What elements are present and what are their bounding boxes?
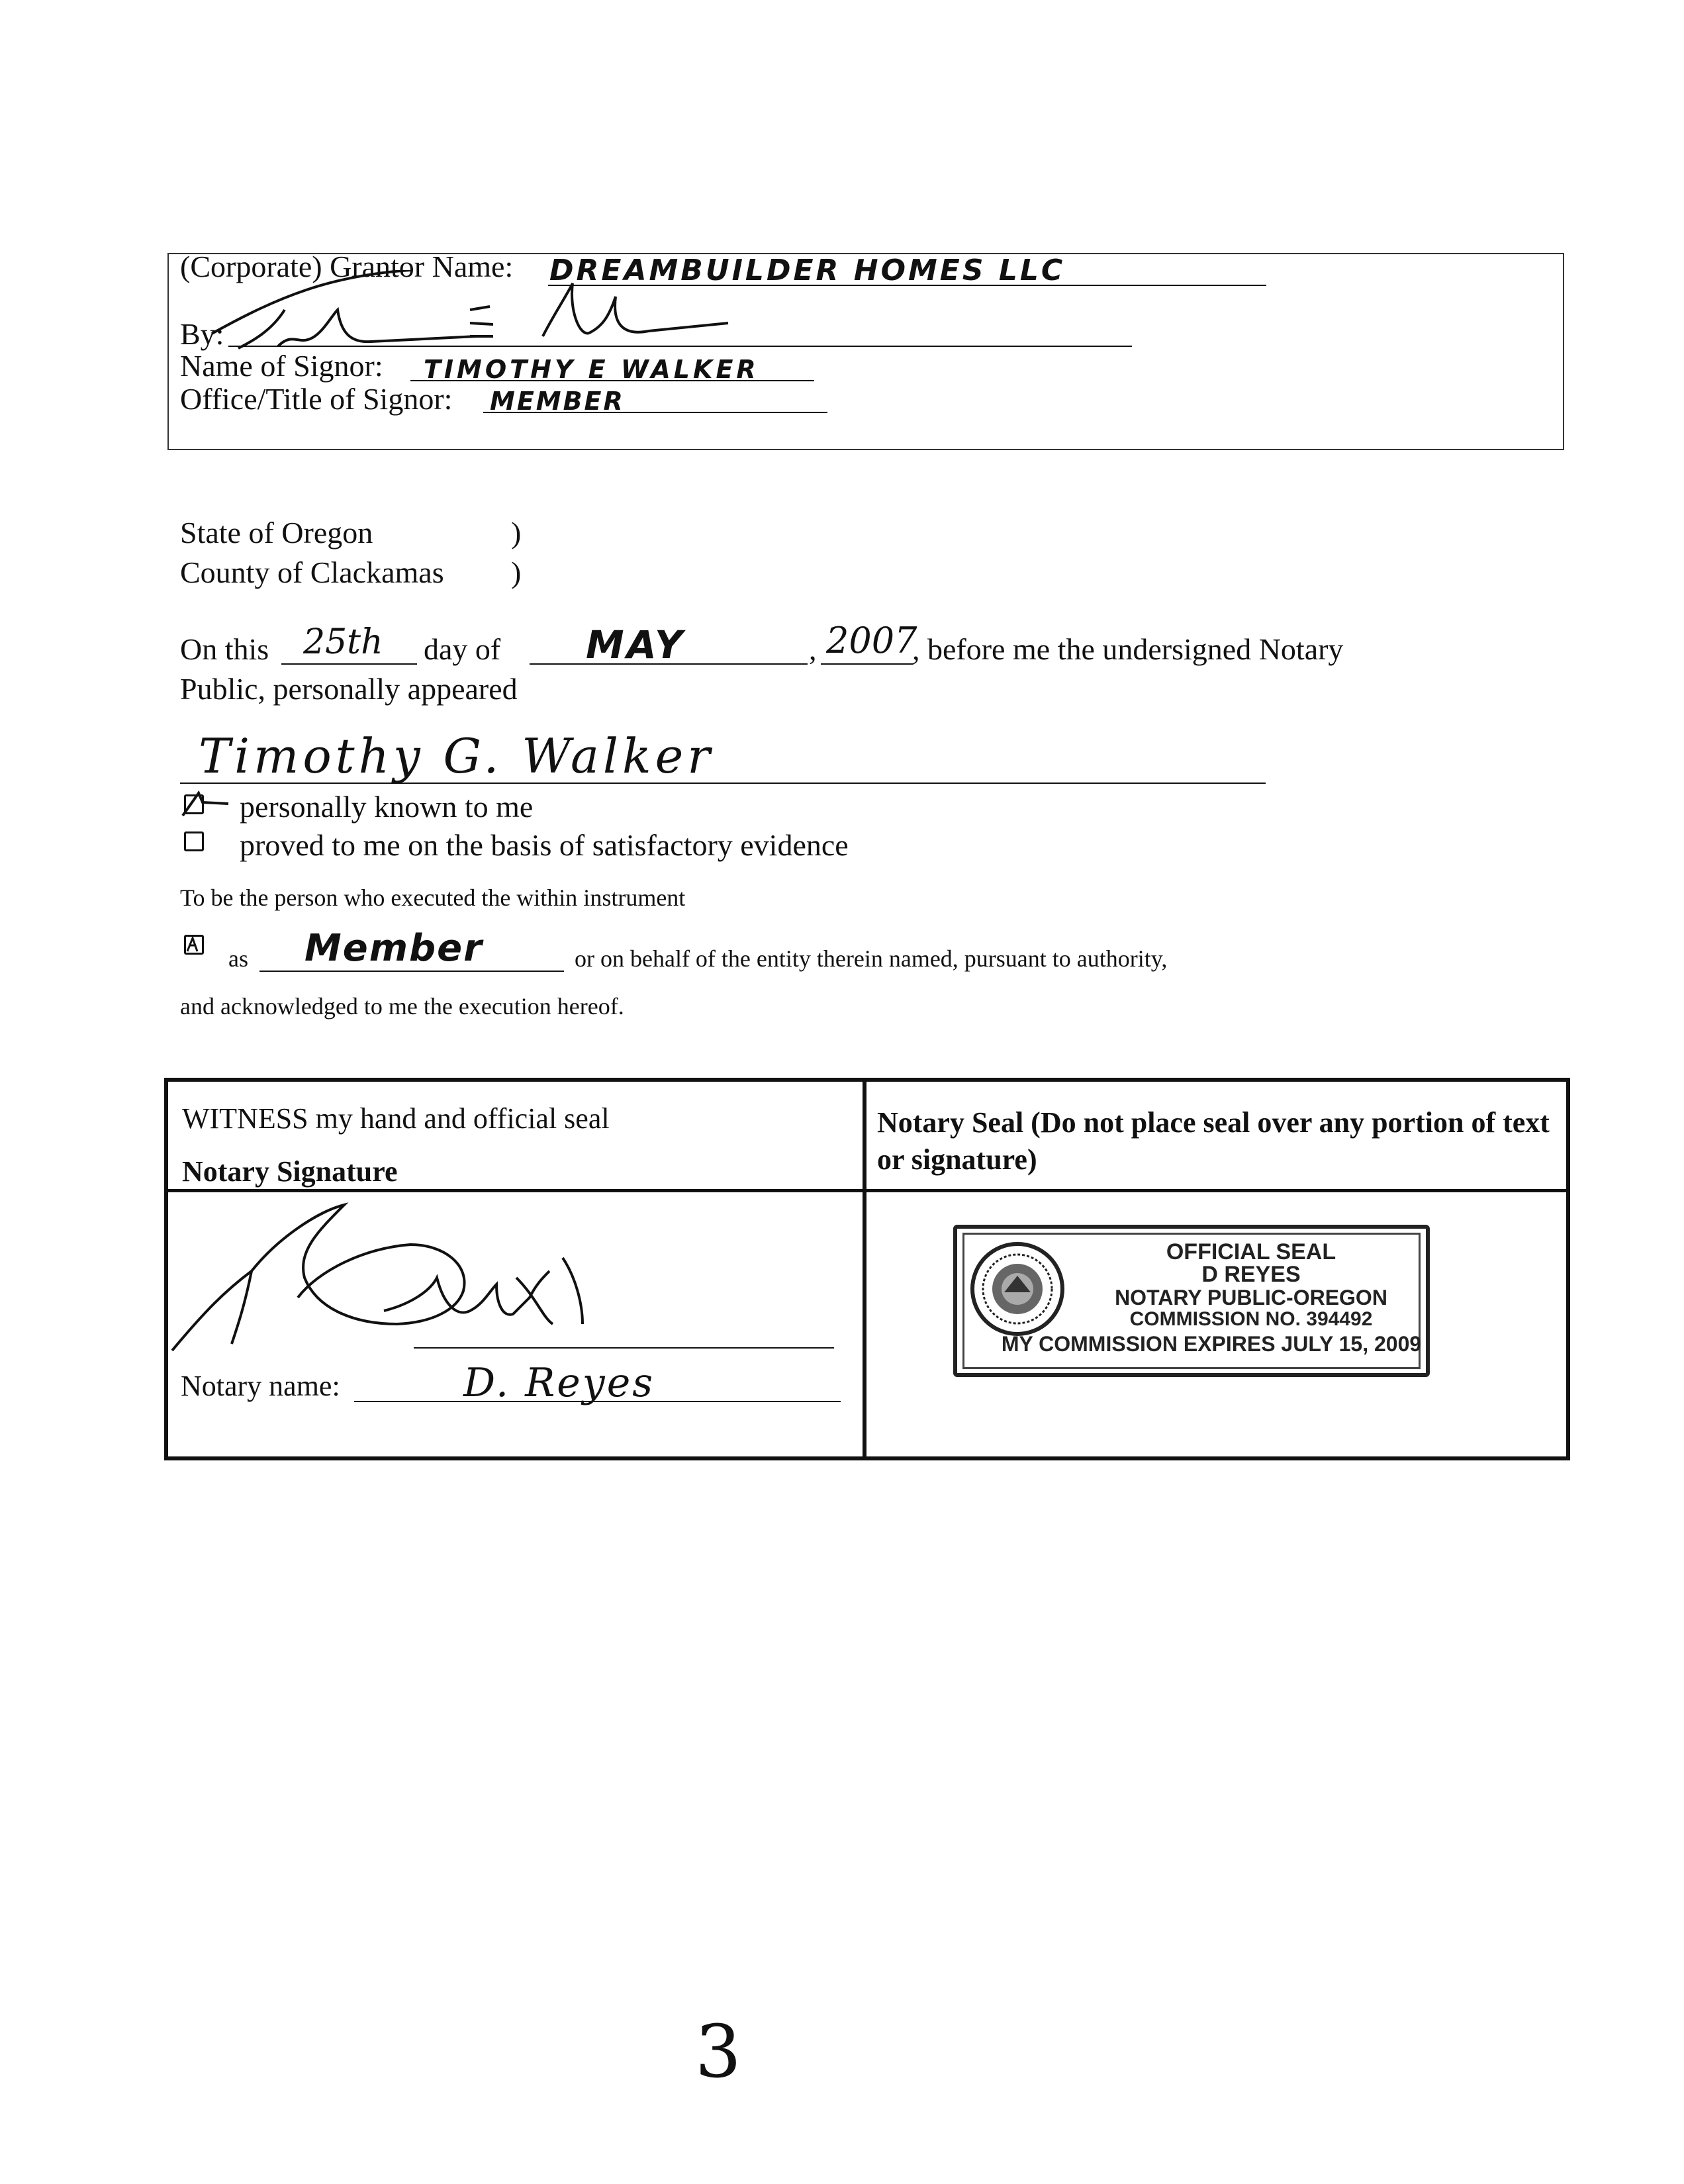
day-value: 25th (303, 622, 383, 662)
as-value: Member (304, 927, 483, 970)
as-line (259, 971, 564, 972)
year-line (821, 663, 913, 665)
state-seal-icon (968, 1239, 1067, 1339)
notary-signature-line (414, 1347, 834, 1349)
by-label: By: (180, 317, 224, 351)
witness-table-divider (863, 1078, 866, 1460)
notary-signature (146, 1192, 609, 1370)
executed-text: To be the person who executed the within instrument (180, 884, 686, 911)
appeared-name-line (180, 783, 1266, 784)
grantor-name-label: (Corporate) Grantor Name: (180, 250, 514, 283)
signor-office-line (483, 412, 827, 413)
day-line (281, 663, 417, 665)
notary-signature-label: Notary Signature (182, 1155, 398, 1188)
known-check-mark (179, 789, 232, 822)
day-of-label: day of (424, 632, 501, 666)
stamp-line3: NOTARY PUBLIC-OREGON (1115, 1286, 1387, 1309)
month-comma: , (809, 632, 817, 666)
state-paren: ) (511, 516, 522, 549)
signor-name-label: Name of Signor: (180, 349, 383, 383)
stamp-line2: D REYES (1201, 1262, 1301, 1287)
county-label: County of Clackamas (180, 555, 444, 589)
notary-name-value: D. Reyes (463, 1360, 655, 1406)
grantor-signature (199, 270, 741, 356)
notary-name-label: Notary name: (181, 1370, 340, 1402)
page-number: 3 (695, 2009, 741, 2094)
public-appeared-text: Public, personally appeared (180, 672, 518, 706)
acknowledged-text: and acknowledged to me the execution hereof. (180, 993, 624, 1020)
stamp-line5: MY COMMISSION EXPIRES JULY 15, 2009 (1001, 1332, 1422, 1356)
seal-header: Notary Seal (Do not place seal over any portion of text or signature) (877, 1106, 1550, 1176)
proved-checkbox[interactable] (184, 831, 204, 851)
signor-office-value: MEMBER (490, 387, 625, 416)
stamp-line4: COMMISSION NO. 394492 (1129, 1308, 1373, 1330)
grantor-name-value: DREAMBUILDER HOMES LLC (549, 254, 1066, 287)
month-value: MAY (586, 622, 685, 667)
stamp-line1: OFFICIAL SEAL (1166, 1239, 1336, 1264)
before-me-text: , before me the undersigned Notary (912, 632, 1344, 666)
signor-office-label: Office/Title of Signor: (180, 382, 453, 416)
month-line (530, 663, 808, 665)
known-label: personally known to me (240, 790, 534, 824)
witness-text: WITNESS my hand and official seal (182, 1102, 610, 1135)
year-value: 2007 (826, 620, 917, 661)
notary-name-line (354, 1401, 841, 1402)
state-label: State of Oregon (180, 516, 373, 549)
signor-name-value: TIMOTHY E WALKER (424, 355, 759, 384)
proved-label: proved to me on the basis of satisfactory evidence (240, 828, 849, 862)
appeared-name-value: Timothy G. Walker (199, 728, 714, 784)
signor-name-line (410, 380, 814, 381)
county-paren: ) (511, 555, 522, 589)
on-this-label: On this (180, 632, 269, 666)
behalf-text: or on behalf of the entity therein named, pursuant to authority, (575, 945, 1168, 972)
as-label: as (228, 945, 248, 972)
as-check-mark (184, 935, 204, 955)
